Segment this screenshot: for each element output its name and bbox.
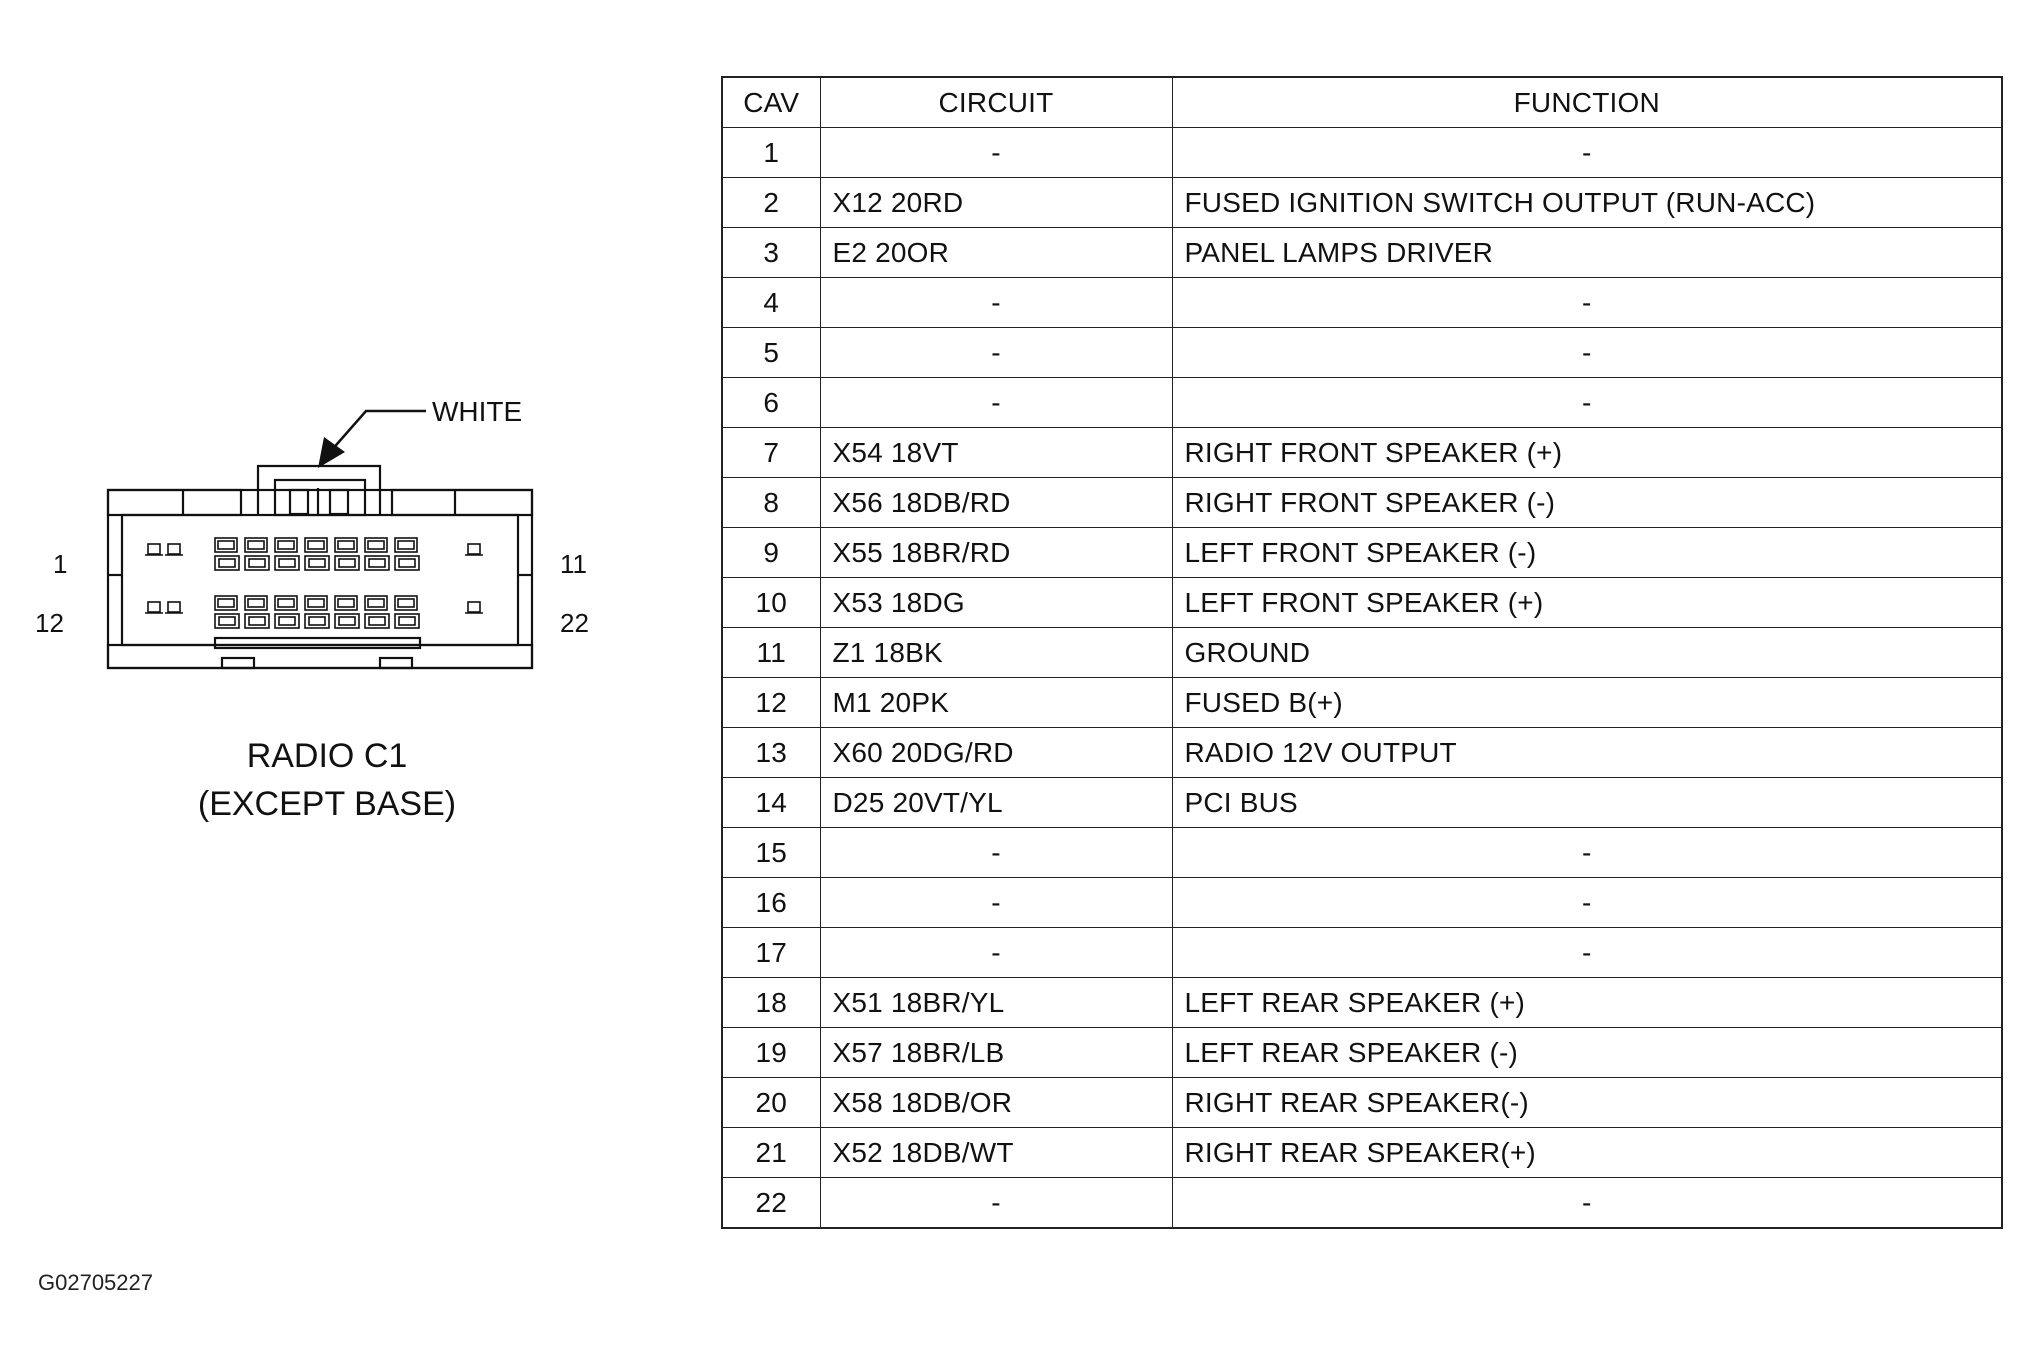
function-cell: - xyxy=(1172,128,2002,178)
pinout-table xyxy=(721,76,2003,1229)
function-cell: FUSED B(+) xyxy=(1172,678,2002,728)
circuit-cell: - xyxy=(820,1178,1172,1229)
circuit-cell: E2 20OR xyxy=(820,228,1172,278)
circuit-cell: X58 18DB/OR xyxy=(820,1078,1172,1128)
cav-cell: 21 xyxy=(722,1128,820,1178)
cav-cell: 3 xyxy=(722,228,820,278)
cav-cell: 7 xyxy=(722,428,820,478)
cavity-small xyxy=(168,602,180,612)
function-cell: PCI BUS xyxy=(1172,778,2002,828)
function-cell: RIGHT REAR SPEAKER(-) xyxy=(1172,1078,2002,1128)
circuit-cell: X55 18BR/RD xyxy=(820,528,1172,578)
table-row xyxy=(722,1078,2002,1128)
table-row xyxy=(722,128,2002,178)
table-row xyxy=(722,1178,2002,1229)
function-cell: PANEL LAMPS DRIVER xyxy=(1172,228,2002,278)
table-row xyxy=(722,278,2002,328)
table-row xyxy=(722,178,2002,228)
cavity-small xyxy=(468,544,480,554)
cavity-small xyxy=(168,544,180,554)
header-circuit: CIRCUIT xyxy=(820,77,1172,128)
table-row xyxy=(722,928,2002,978)
circuit-cell: M1 20PK xyxy=(820,678,1172,728)
circuit-cell: X53 18DG xyxy=(820,578,1172,628)
function-cell: - xyxy=(1172,328,2002,378)
cav-cell: 8 xyxy=(722,478,820,528)
table-row xyxy=(722,728,2002,778)
cav-cell: 20 xyxy=(722,1078,820,1128)
connector-color-label: WHITE xyxy=(432,396,523,427)
circuit-cell: Z1 18BK xyxy=(820,628,1172,678)
pin-label-1: 1 xyxy=(53,549,68,579)
table-row xyxy=(722,228,2002,278)
function-cell: LEFT FRONT SPEAKER (-) xyxy=(1172,528,2002,578)
circuit-cell: X54 18VT xyxy=(820,428,1172,478)
cav-cell: 15 xyxy=(722,828,820,878)
table-row xyxy=(722,628,2002,678)
header-cav: CAV xyxy=(722,77,820,128)
circuit-cell: - xyxy=(820,128,1172,178)
cavity-small xyxy=(148,544,160,554)
circuit-cell: - xyxy=(820,828,1172,878)
table-row xyxy=(722,878,2002,928)
table-row xyxy=(722,328,2002,378)
pin-label-11: 11 xyxy=(560,549,587,579)
cavity-small xyxy=(148,602,160,612)
function-cell: LEFT REAR SPEAKER (+) xyxy=(1172,978,2002,1028)
pin-label-22: 22 xyxy=(560,608,589,638)
cav-cell: 1 xyxy=(722,128,820,178)
cav-cell: 18 xyxy=(722,978,820,1028)
circuit-cell: X60 20DG/RD xyxy=(820,728,1172,778)
pin-label-12: 12 xyxy=(35,608,64,638)
table-row xyxy=(722,1028,2002,1078)
cav-cell: 10 xyxy=(722,578,820,628)
cav-cell: 16 xyxy=(722,878,820,928)
cav-cell: 14 xyxy=(722,778,820,828)
header-function: FUNCTION xyxy=(1172,77,2002,128)
function-cell: - xyxy=(1172,278,2002,328)
function-cell: FUSED IGNITION SWITCH OUTPUT (RUN-ACC) xyxy=(1172,178,2002,228)
function-cell: LEFT REAR SPEAKER (-) xyxy=(1172,1028,2002,1078)
table-row xyxy=(722,428,2002,478)
cav-cell: 2 xyxy=(722,178,820,228)
cav-cell: 22 xyxy=(722,1178,820,1229)
circuit-cell: X51 18BR/YL xyxy=(820,978,1172,1028)
circuit-cell: D25 20VT/YL xyxy=(820,778,1172,828)
function-cell: - xyxy=(1172,378,2002,428)
cav-cell: 12 xyxy=(722,678,820,728)
function-cell: - xyxy=(1172,1178,2002,1229)
cav-cell: 13 xyxy=(722,728,820,778)
circuit-cell: - xyxy=(820,328,1172,378)
circuit-cell: - xyxy=(820,278,1172,328)
function-cell: LEFT FRONT SPEAKER (+) xyxy=(1172,578,2002,628)
circuit-cell: X52 18DB/WT xyxy=(820,1128,1172,1178)
connector-diagram xyxy=(0,0,700,860)
table-row xyxy=(722,378,2002,428)
cav-cell: 19 xyxy=(722,1028,820,1078)
circuit-cell: X57 18BR/LB xyxy=(820,1028,1172,1078)
function-cell: RADIO 12V OUTPUT xyxy=(1172,728,2002,778)
cav-cell: 17 xyxy=(722,928,820,978)
circuit-cell: - xyxy=(820,928,1172,978)
table-row xyxy=(722,678,2002,728)
function-cell: - xyxy=(1172,928,2002,978)
cav-cell: 4 xyxy=(722,278,820,328)
function-cell: RIGHT FRONT SPEAKER (-) xyxy=(1172,478,2002,528)
circuit-cell: X56 18DB/RD xyxy=(820,478,1172,528)
table-row xyxy=(722,528,2002,578)
function-cell: - xyxy=(1172,828,2002,878)
cav-cell: 6 xyxy=(722,378,820,428)
cav-cell: 5 xyxy=(722,328,820,378)
connector-caption-variant: (EXCEPT BASE) xyxy=(197,785,457,823)
circuit-cell: X12 20RD xyxy=(820,178,1172,228)
function-cell: RIGHT REAR SPEAKER(+) xyxy=(1172,1128,2002,1178)
table-row xyxy=(722,578,2002,628)
function-cell: - xyxy=(1172,878,2002,928)
circuit-cell: - xyxy=(820,878,1172,928)
circuit-cell: - xyxy=(820,378,1172,428)
cav-cell: 9 xyxy=(722,528,820,578)
table-row xyxy=(722,1128,2002,1178)
table-row xyxy=(722,828,2002,878)
function-cell: GROUND xyxy=(1172,628,2002,678)
connector-caption-name: RADIO C1 xyxy=(246,737,408,775)
table-row xyxy=(722,778,2002,828)
table-row xyxy=(722,478,2002,528)
figure-code: G02705227 xyxy=(38,1270,153,1295)
function-cell: RIGHT FRONT SPEAKER (+) xyxy=(1172,428,2002,478)
table-header-row xyxy=(722,77,2002,128)
leader-arrow xyxy=(318,411,426,468)
table-row xyxy=(722,978,2002,1028)
cavity-grid xyxy=(145,538,483,628)
cavity-small xyxy=(468,602,480,612)
cav-cell: 11 xyxy=(722,628,820,678)
